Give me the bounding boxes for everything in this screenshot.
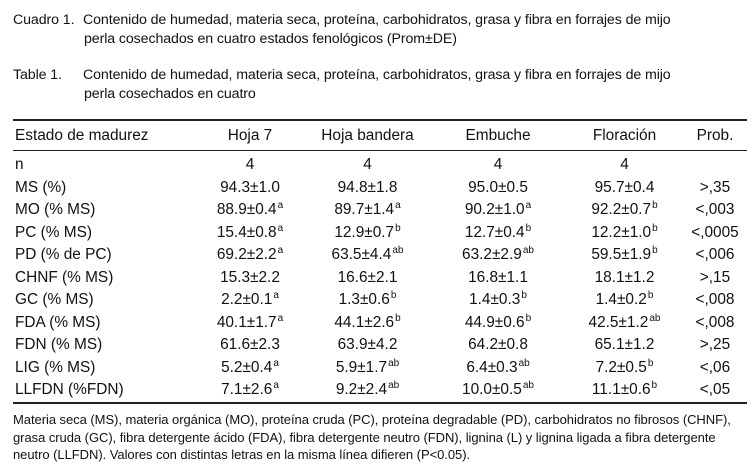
cell-value: 64.2±0.8: [468, 336, 528, 354]
prob-cell: >,35: [699, 178, 731, 196]
value-cell: [305, 267, 430, 290]
cell-value: 12.2±1.0: [591, 223, 652, 241]
caption-english-label: Table 1.: [13, 67, 62, 83]
cell-value: 15.3±2.2: [220, 268, 280, 286]
significance-letter: ab: [522, 380, 534, 392]
table-row: [13, 177, 747, 200]
cell-value: 1.4±0.2: [595, 291, 647, 309]
row-label: FDA (% MS): [15, 313, 101, 331]
prob-cell: <,003: [695, 201, 735, 219]
value-cell: [195, 357, 305, 380]
table-row: [13, 289, 747, 312]
significance-letter: ab: [522, 245, 534, 257]
caption-spanish-text-2: perla cosechados en cuatro estados fenológicos (Prom±DE): [84, 31, 457, 47]
row-label: FDN (% MS): [15, 336, 103, 354]
prob-cell: <,008: [695, 291, 735, 309]
caption-english-line-1: [13, 66, 671, 85]
value-cell: [195, 379, 305, 402]
value-cell: [195, 244, 305, 267]
cell-value: 90.2±1.0: [464, 201, 525, 219]
cell-value: 12.9±0.7: [334, 223, 395, 241]
value-cell: [195, 289, 305, 312]
value-cell: [305, 199, 430, 222]
significance-letter: ab: [388, 357, 400, 369]
cell-value: 92.2±0.7: [591, 201, 652, 219]
cell-value: 88.9±0.4: [216, 201, 277, 219]
value-cell: [430, 267, 566, 290]
significance-letter: ab: [649, 312, 661, 324]
cell-value: 16.6±2.1: [337, 268, 398, 286]
cell-value: 94.8±1.8: [337, 178, 398, 196]
value-cell: [430, 312, 566, 335]
row-label: GC (% MS): [15, 291, 94, 309]
cell-value: 1.4±0.3: [469, 291, 521, 309]
significance-letter: a: [277, 312, 284, 324]
cell-value: 6.4±0.3: [466, 358, 518, 376]
value-cell: [195, 177, 305, 200]
table-footnote: Materia seca (MS), materia orgánica (MO), proteína cruda (PC), proteína degradable (PD), carbohidratos no fibrosos (CHNF), grasa cruda (GC), fibra detergente ácido (FDA), fibra detergente neutro (FDN), lignina (L) y lignina ligada a fibra detergente neutro (LLFDN). Valores con distintas letras en la misma línea difieren (P<0.05).: [13, 412, 731, 462]
cell-value: 44.1±2.6: [334, 313, 395, 331]
cell-value: 18.1±1.2: [594, 268, 655, 286]
cell-value: 5.9±1.7: [335, 358, 388, 376]
value-cell: [430, 199, 566, 222]
cell-value: 9.2±2.4: [335, 381, 388, 399]
row-label: MS (%): [15, 178, 67, 196]
significance-letter: a: [395, 200, 401, 212]
significance-letter: ab: [518, 357, 530, 369]
caption-english-text-2: perla cosechados en cuatro: [84, 86, 256, 102]
row-label: PC (% MS): [15, 223, 92, 241]
value-cell: [566, 222, 683, 245]
significance-letter: ab: [392, 245, 404, 257]
cell-value: 4: [620, 156, 629, 174]
caption-spanish-text-1: Contenido de humedad, materia seca, proteína, carbohidratos, grasa y fibra en forrajes de mijo: [83, 12, 671, 28]
significance-letter: ab: [388, 380, 400, 392]
significance-letter: a: [277, 245, 284, 257]
row-label: MO (% MS): [15, 201, 96, 219]
value-cell: [566, 379, 683, 402]
cell-value: 4: [363, 156, 372, 174]
value-cell: [430, 357, 566, 380]
significance-letter: b: [647, 357, 654, 369]
significance-letter: b: [647, 290, 654, 302]
significance-letter: b: [525, 222, 532, 234]
table-row: [13, 222, 747, 245]
cell-value: 42.5±1.2: [588, 313, 649, 331]
significance-letter: b: [651, 380, 658, 392]
caption-english-text-1: Contenido de humedad, materia seca, proteína, carbohidratos, grasa y fibra en forrajes de mijo: [83, 67, 671, 83]
cell-value: 15.4±0.8: [216, 223, 277, 241]
prob-cell: <,006: [695, 246, 735, 264]
value-cell: [430, 150, 566, 177]
prob-cell: [683, 150, 747, 177]
significance-letter: a: [273, 290, 279, 302]
cell-value: 11.1±0.6: [591, 381, 651, 399]
prob-cell: <,05: [699, 381, 731, 399]
significance-letter: b: [395, 222, 401, 234]
cell-value: 65.1±1.2: [594, 336, 655, 354]
value-cell: [305, 222, 430, 245]
caption-spanish: [13, 11, 671, 49]
value-cell: [305, 150, 430, 177]
row-label: LLFDN (%FDN): [15, 381, 124, 399]
table-row: [13, 150, 747, 177]
prob-cell: <,06: [699, 358, 731, 376]
prob-cell: >,15: [699, 268, 731, 286]
significance-letter: b: [395, 312, 401, 324]
caption-spanish-label: Cuadro 1.: [13, 12, 75, 28]
table-row: [13, 244, 747, 267]
row-label: CHNF (% MS): [15, 268, 114, 286]
value-cell: [566, 289, 683, 312]
cell-value: 59.5±1.9: [591, 246, 652, 264]
table-row: [13, 334, 747, 357]
table-row: [13, 357, 747, 380]
prob-cell: <,008: [695, 313, 735, 331]
table-row: [13, 199, 747, 222]
cell-value: 63.2±2.9: [462, 246, 522, 264]
cell-value: 40.1±1.7: [216, 313, 277, 331]
significance-letter: b: [521, 290, 527, 302]
table-row: [13, 267, 747, 290]
value-cell: [195, 312, 305, 335]
cell-value: 95.7±0.4: [594, 178, 655, 196]
header-floracion: Floración: [592, 126, 657, 144]
table-row: [13, 312, 747, 335]
cell-value: 95.0±0.5: [468, 178, 528, 196]
cell-value: 4: [245, 156, 255, 174]
table-header: [13, 121, 747, 150]
value-cell: [305, 379, 430, 402]
cell-value: 7.2±0.5: [595, 358, 647, 376]
value-cell: [305, 357, 430, 380]
cell-value: 61.6±2.3: [220, 336, 280, 354]
cell-value: 94.3±1.0: [220, 178, 280, 196]
cell-value: 7.1±2.6: [221, 381, 273, 399]
significance-letter: a: [277, 222, 284, 234]
significance-letter: a: [273, 380, 279, 392]
significance-letter: b: [652, 245, 658, 257]
value-cell: [430, 222, 566, 245]
header-hoja-bandera: Hoja bandera: [321, 126, 414, 144]
cell-value: 12.7±0.4: [464, 223, 525, 241]
significance-letter: b: [525, 312, 532, 324]
value-cell: [430, 379, 566, 402]
header-hoja-7: Hoja 7: [227, 126, 273, 144]
value-cell: [430, 177, 566, 200]
significance-letter: b: [652, 222, 658, 234]
cell-value: 63.9±4.2: [337, 336, 398, 354]
header-prob: Prob.: [696, 126, 734, 144]
row-label: PD (% de PC): [15, 246, 112, 264]
value-cell: [195, 267, 305, 290]
value-cell: [566, 357, 683, 380]
data-table: [13, 121, 747, 402]
header-stage: Estado de madurez: [15, 126, 149, 144]
value-cell: [566, 199, 683, 222]
row-label: n: [15, 156, 24, 174]
value-cell: [566, 334, 683, 357]
value-cell: [305, 177, 430, 200]
significance-letter: b: [652, 200, 658, 212]
cell-value: 2.2±0.1: [221, 291, 273, 309]
prob-cell: >,25: [699, 336, 731, 354]
cell-value: 16.8±1.1: [468, 268, 528, 286]
table-header-row: [13, 121, 747, 150]
significance-letter: a: [277, 200, 284, 212]
cell-value: 69.2±2.2: [216, 246, 277, 264]
header-embuche: Embuche: [465, 126, 531, 144]
cell-value: 5.2±0.4: [221, 358, 273, 376]
value-cell: [430, 289, 566, 312]
caption-english: [13, 66, 671, 104]
caption-spanish-line-1: [13, 11, 671, 30]
value-cell: [195, 199, 305, 222]
cell-value: 89.7±1.4: [334, 201, 395, 219]
value-cell: [566, 267, 683, 290]
value-cell: [566, 244, 683, 267]
value-cell: [305, 334, 430, 357]
cell-value: 1.3±0.6: [338, 291, 390, 309]
cell-value: 4: [493, 156, 503, 174]
table-body: [13, 150, 747, 402]
value-cell: [195, 222, 305, 245]
cell-value: 10.0±0.5: [462, 381, 522, 399]
significance-letter: a: [525, 200, 532, 212]
value-cell: [566, 150, 683, 177]
cell-value: 44.9±0.6: [464, 313, 525, 331]
value-cell: [305, 244, 430, 267]
value-cell: [195, 334, 305, 357]
table-bottom-rule: [13, 402, 747, 404]
row-label: LIG (% MS): [15, 358, 96, 376]
significance-letter: a: [273, 357, 279, 369]
table-row: [13, 379, 747, 402]
value-cell: [195, 150, 305, 177]
value-cell: [566, 177, 683, 200]
value-cell: [430, 334, 566, 357]
significance-letter: b: [390, 290, 397, 302]
value-cell: [566, 312, 683, 335]
value-cell: [305, 289, 430, 312]
prob-cell: <,0005: [691, 223, 739, 241]
cell-value: 63.5±4.4: [331, 246, 392, 264]
value-cell: [305, 312, 430, 335]
value-cell: [430, 244, 566, 267]
